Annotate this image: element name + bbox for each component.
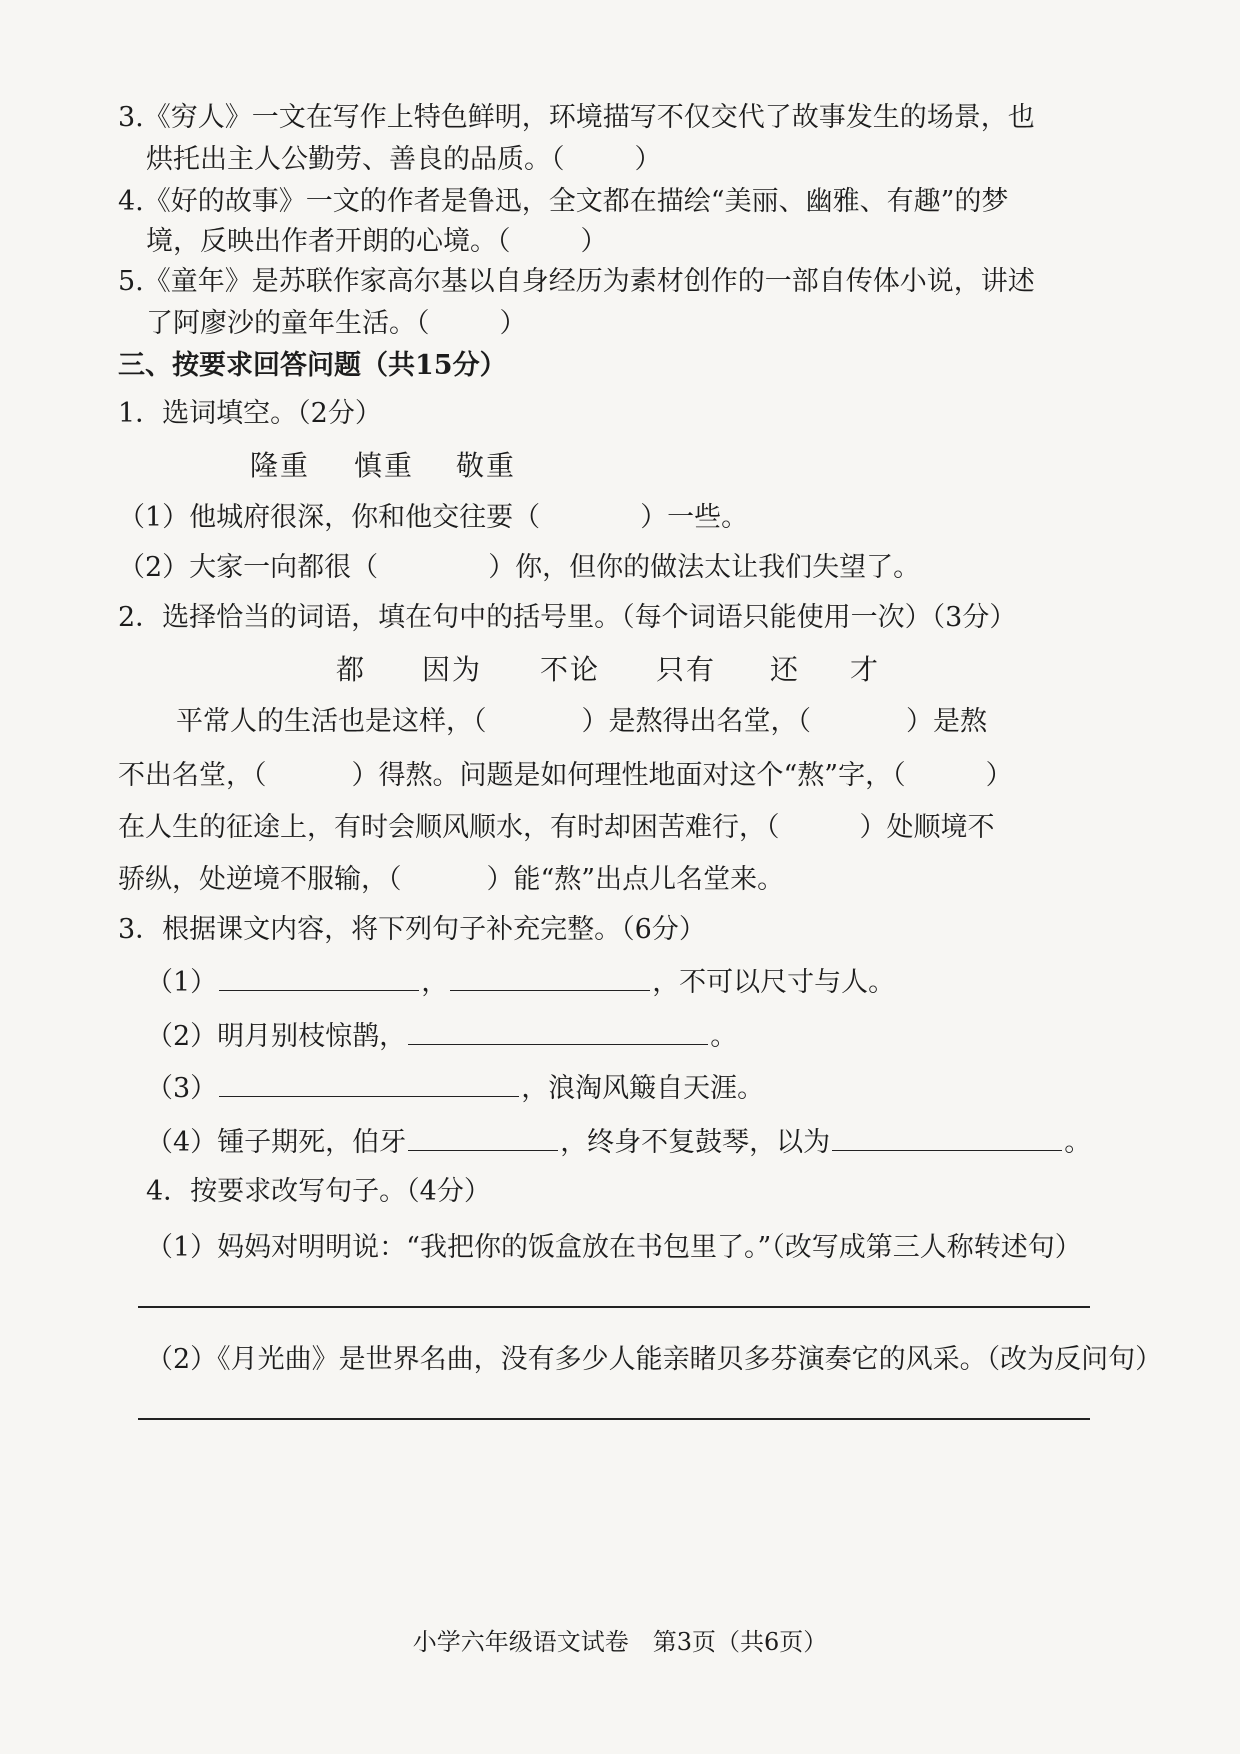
q4-answer-line-1[interactable] bbox=[138, 1306, 1090, 1308]
q3-s4-blank-1[interactable] bbox=[408, 1122, 558, 1151]
q3-sentence-1: （1） ， ，不可以尺寸与人。 bbox=[146, 962, 1121, 1003]
judge-item-4-line1: 4.《好的故事》一文的作者是鲁迅，全文都在描绘“美丽、幽雅、有趣”的梦 bbox=[118, 186, 1009, 217]
q2-word-6: 才 bbox=[850, 653, 881, 686]
q1-sentence-2: （2）大家一向都很（ ）你，但你的做法太让我们失望了。 bbox=[118, 552, 921, 583]
judge-item-3-line1: 3.《穷人》一文在写作上特色鲜明，环境描写不仅交代了故事发生的场景，也 bbox=[118, 102, 1035, 133]
q1-sentence-1: （1）他城府很深，你和他交往要（ ）一些。 bbox=[118, 502, 749, 533]
q3-sentence-2: （2）明月别枝惊鹊， 。 bbox=[146, 1016, 1121, 1057]
q1-word-1: 隆重 bbox=[250, 449, 311, 482]
page-footer: 小学六年级语文试卷 第3页（共6页） bbox=[412, 1628, 828, 1656]
q3-sentence-4: （4）锺子期死，伯牙 ，终身不复鼓琴，以为 。 bbox=[146, 1122, 1121, 1163]
q1-word-2: 慎重 bbox=[354, 449, 415, 482]
q2-word-2: 因为 bbox=[422, 653, 483, 686]
q3-s3-blank[interactable] bbox=[219, 1068, 519, 1097]
q4-title: 4．按要求改写句子。（4分） bbox=[146, 1176, 491, 1207]
judge-item-4-line2: 境，反映出作者开朗的心境。（ ） bbox=[146, 226, 608, 257]
q2-word-4: 只有 bbox=[656, 653, 717, 686]
judge-item-5-line2: 了阿廖沙的童年生活。（ ） bbox=[146, 308, 527, 339]
judge-item-5-line1: 5.《童年》是苏联作家高尔基以自身经历为素材创作的一部自传体小说，讲述 bbox=[118, 266, 1035, 297]
q3-title: 3．根据课文内容，将下列句子补充完整。（6分） bbox=[118, 914, 706, 945]
q2-word-5: 还 bbox=[770, 653, 801, 686]
q2-word-1: 都 bbox=[336, 653, 367, 686]
q2-word-3: 不论 bbox=[540, 653, 601, 686]
judge-item-3-line2: 烘托出主人公勤劳、善良的品质。（ ） bbox=[146, 144, 662, 175]
q2-paragraph-line3: 在人生的征途上，有时会顺风顺水，有时却困苦难行，（ ）处顺境不 bbox=[118, 812, 995, 843]
q1-title: 1．选词填空。（2分） bbox=[118, 398, 382, 429]
q2-paragraph-line4: 骄纵，处逆境不服输，（ ）能“熬”出点儿名堂来。 bbox=[118, 864, 785, 895]
q3-s1-blank-2[interactable] bbox=[450, 962, 650, 991]
q3-s1-blank-1[interactable] bbox=[219, 962, 419, 991]
section-3-heading: 三、按要求回答问题（共15分） bbox=[118, 350, 507, 381]
q4-sentence-1: （1）妈妈对明明说：“我把你的饭盒放在书包里了。”（改写成第三人称转述句） bbox=[146, 1232, 1082, 1263]
q3-sentence-3: （3） ，浪淘风簸自天涯。 bbox=[146, 1068, 1121, 1109]
q1-word-3: 敬重 bbox=[456, 449, 517, 482]
q3-s4-blank-2[interactable] bbox=[832, 1122, 1062, 1151]
q2-paragraph-line1: 平常人的生活也是这样，（ ）是熬得出名堂，（ ）是熬 bbox=[176, 706, 987, 737]
q2-paragraph-line2: 不出名堂，（ ）得熬。问题是如何理性地面对这个“熬”字，（ ） bbox=[118, 760, 1013, 791]
q4-answer-line-2[interactable] bbox=[138, 1418, 1090, 1420]
q3-s2-blank[interactable] bbox=[408, 1016, 708, 1045]
q2-title: 2．选择恰当的词语，填在句中的括号里。（每个词语只能使用一次）（3分） bbox=[118, 602, 1017, 633]
q4-sentence-2: （2）《月光曲》是世界名曲，没有多少人能亲睹贝多芬演奏它的风采。（改为反问句） bbox=[146, 1344, 1163, 1375]
